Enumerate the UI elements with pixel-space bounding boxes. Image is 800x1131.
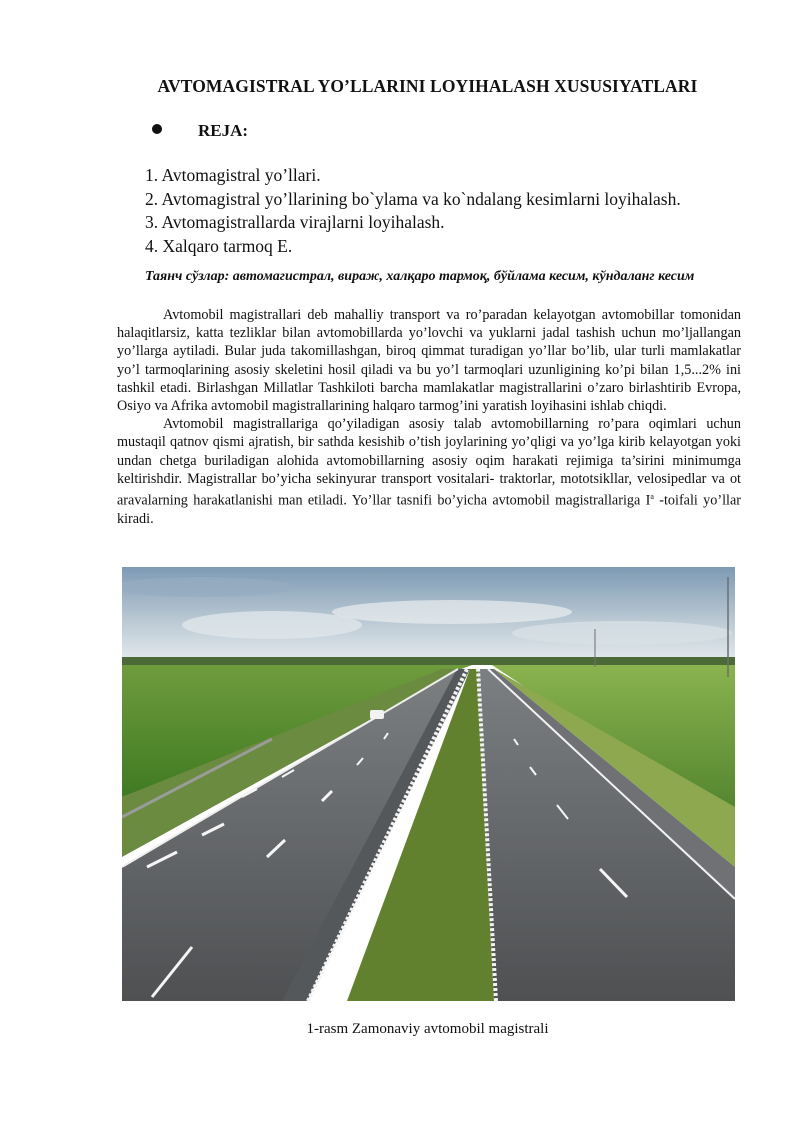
paragraph: Avtomobil magistrallari deb mahalliy transport va ro’paradan kelayotgan avtomobillar tomonidan halaqitlarsiz, katta tezliklar bilan avtomobillarda yo’lovchi va yuklarni jadal tashish uchun mo’ljallangan yo’llarga aytiladi. Bular juda takomillashgan, biroq qimmat turadigan yo’llar bo’lib, ular turli mamlakatlar yo’l tarmoqlarining asosiy skeletini hosil qiladi va bu yo’l tarmoqlari uzunligining ko’pi bilan 1,5...2% ini tashkil etadi. Birlashgan Millatlar Tashkiloti barcha mamlakatlar magistrallarini o’zaro birlashtirib Evropa, Osiyo va Afrika avtomobil magistrallarining halqaro tarmog’ini yaratish loyihasini ishlab chiqdi. bbox=[117, 307, 741, 415]
plan-item: 1. Avtomagistral yo’llari. bbox=[145, 165, 321, 185]
plan-heading bbox=[152, 121, 248, 141]
superscript: a bbox=[650, 492, 654, 502]
bullet-icon bbox=[152, 124, 162, 134]
page-title: AVTOMAGISTRAL YO’LLARINI LOYIHALASH XUSUSIYATLARI bbox=[157, 76, 698, 96]
plan-item: 4. Xalqaro tarmoq E. bbox=[145, 235, 293, 256]
body-text bbox=[117, 306, 741, 528]
highway-photo-illustration bbox=[122, 567, 735, 1001]
paragraph bbox=[117, 415, 741, 528]
paragraph-text: -toifali yo’llar kiradi. bbox=[117, 492, 741, 527]
plan-list bbox=[145, 164, 681, 258]
keywords: Таянч сўзлар: автомагистрал, вираж, халқаро тармоқ, бўйлама кесим, кўндаланг кесим bbox=[145, 269, 695, 284]
plan-heading-label: REJA: bbox=[198, 121, 249, 140]
plan-item: 2. Avtomagistral yo’llarining bo`ylama va ko`ndalang kesimlarni loyihalash. bbox=[145, 188, 681, 209]
highway-photo bbox=[122, 567, 735, 1001]
plan-item: 3. Avtomagistrallarda virajlarni loyihalash. bbox=[145, 212, 445, 232]
figure-caption: 1-rasm Zamonaviy avtomobil magistrali bbox=[306, 1021, 549, 1037]
paragraph-text: Avtomobil magistrallariga qo’yiladigan asosiy talab avtomobillarning ro’para oqimlari uchun mustaqil qatnov qismi ajratish, bir sathda kesishib o’tish joylarining yo’qligi va yo’lga kirib kelayotgan yoki undan chetga buriladigan alohida avtomobillarning asosiy oqim harakati rejimiga ta’sirini minimumga keltirishdir. Magistrallar bo’yicha sekinyurar transport vositalari- traktorlar, mototsikllar, velosipedlar va ot aravalarning harakatlanishi man etiladi. Yo’llar tasnifi bo’yicha avtomobil magistrallariga I bbox=[117, 416, 741, 509]
